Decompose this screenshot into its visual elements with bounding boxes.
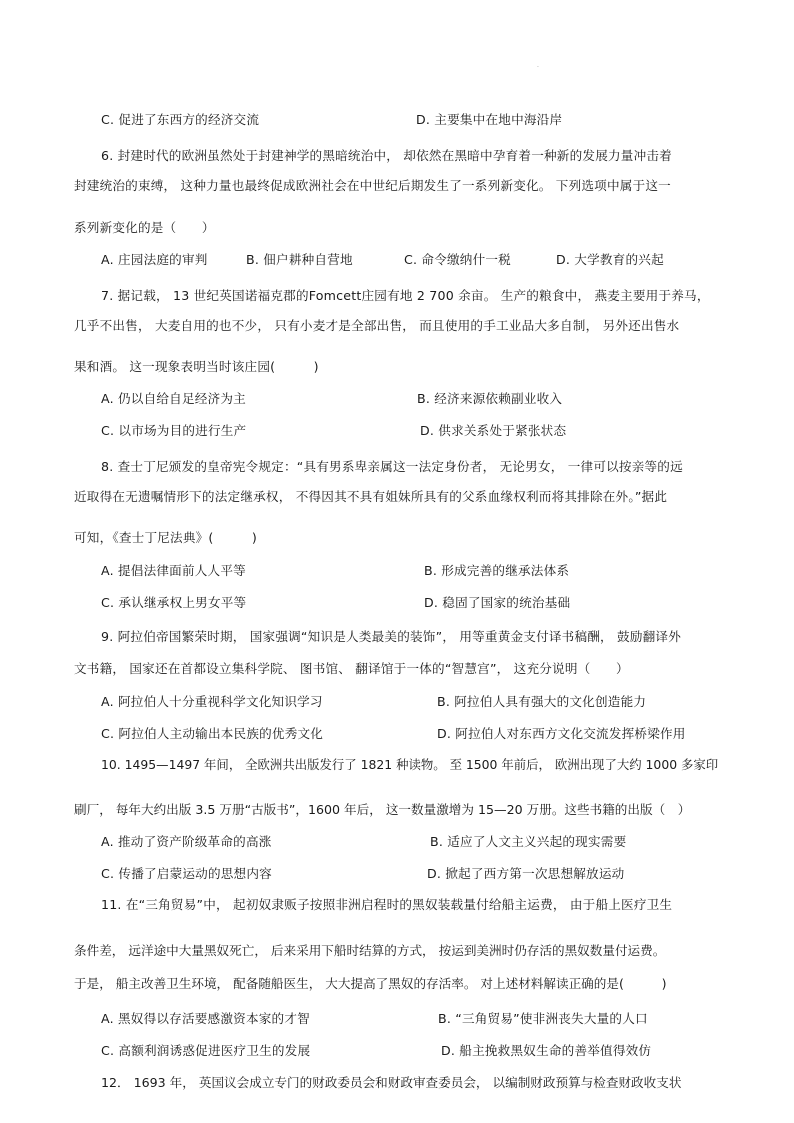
q6-option-c: C. 命令缴纳什一税 — [404, 252, 511, 267]
q11-option-a: A. 黑奴得以存活要感激资本家的才智 — [101, 1011, 310, 1026]
q9-stem-line2: 文书籍， 国家还在首都设立集科学院、 图书馆、 翻译馆于一体的“智慧宫”， 这充分说明（ ） — [74, 661, 629, 676]
q10-option-d: D. 掀起了西方第一次思想解放运动 — [427, 866, 625, 881]
q5-option-d: D. 主要集中在地中海沿岸 — [416, 112, 563, 127]
q6-stem-line1: 6. 封建时代的欧洲虽然处于封建神学的黑暗统治中， 却依然在黑暗中孕育着一种新的发展力量冲击着 — [101, 148, 672, 163]
q11-option-c: C. 高额利润诱惑促进医疗卫生的发展 — [101, 1043, 311, 1058]
q11-option-b: B. “三角贸易”使非洲丧失大量的人口 — [438, 1011, 648, 1026]
q8-option-c: C. 承认继承权上男女平等 — [101, 595, 247, 610]
q6-option-b: B. 佃户耕种自营地 — [246, 252, 353, 267]
q6-option-d: D. 大学教育的兴起 — [556, 252, 664, 267]
q6-option-a: A. 庄园法庭的审判 — [101, 252, 208, 267]
q8-stem-line1: 8. 查士丁尼颁发的皇帝宪令规定：“具有男系卑亲属这一法定身份者， 无论男女， 一律可以按亲等的远 — [101, 459, 683, 474]
q11-stem-line1: 11. 在“三角贸易”中， 起初奴隶贩子按照非洲启程时的黑奴装载量付给船主运费， 由于船上医疗卫生 — [101, 897, 673, 912]
q8-option-a: A. 提倡法律面前人人平等 — [101, 563, 246, 578]
header-dot: . — [537, 62, 539, 69]
q10-stem-line1: 10. 1495—1497 年间， 全欧洲共出版发行了 1821 种读物。 至 1500 年前后， 欧洲出现了大约 1000 多家印 — [101, 757, 719, 772]
q7-stem-line3: 果和酒。 这一现象表明当时该庄园( ) — [74, 359, 319, 374]
q10-option-c: C. 传播了启蒙运动的思想内容 — [101, 866, 272, 881]
q7-option-d: D. 供求关系处于紧张状态 — [420, 423, 567, 438]
q9-option-a: A. 阿拉伯人十分重视科学文化知识学习 — [101, 694, 323, 709]
q11-option-d: D. 船主挽救黑奴生命的善举值得效仿 — [441, 1043, 652, 1058]
q11-stem-line2: 条件差， 远洋途中大量黑奴死亡， 后来采用下船时结算的方式， 按运到美洲时仍存活的黑奴数量付运费。 — [74, 943, 666, 958]
q8-stem-line3: 可知，《查士丁尼法典》( ) — [74, 530, 258, 545]
q7-stem-line2: 几乎不出售， 大麦自用的也不少， 只有小麦才是全部出售， 而且使用的手工业品大多自制， 另外还出售水 — [74, 318, 680, 333]
q9-option-b: B. 阿拉伯人具有强大的文化创造能力 — [437, 694, 647, 709]
q7-option-b: B. 经济来源依赖副业收入 — [417, 391, 563, 406]
q7-option-a: A. 仍以自给自足经济为主 — [101, 391, 246, 406]
q10-option-a: A. 推动了资产阶级革命的高涨 — [101, 834, 272, 849]
q6-stem-line2: 封建统治的束缚， 这种力量也最终促成欧洲社会在中世纪后期发生了一系列新变化。 下列选项中属于这一 — [74, 178, 671, 193]
q11-stem-line3: 于是， 船主改善卫生环境， 配备随船医生， 大大提高了黑奴的存活率。 对上述材料解读正确的是( ) — [74, 976, 667, 991]
q9-option-d: D. 阿拉伯人对东西方文化交流发挥桥梁作用 — [437, 726, 686, 741]
q5-option-c: C. 促进了东西方的经济交流 — [101, 112, 260, 127]
q12-stem-line1: 12． 1693 年， 英国议会成立专门的财政委员会和财政审查委员会， 以编制财政预算与检查财政收支状 — [101, 1075, 682, 1090]
q10-stem-line2: 刷厂， 每年大约出版 3.5 万册“古版书”，1600 年后， 这一数量激增为 15—20 万册。这些书籍的出版（ ） — [74, 802, 691, 817]
q7-stem-line1: 7. 据记载， 13 世纪英国诺福克郡的Fomcett庄园有地 2 700 余亩。 生产的粮食中， 燕麦主要用于养马， — [101, 288, 710, 303]
q7-option-c: C. 以市场为目的进行生产 — [101, 423, 247, 438]
q8-option-d: D. 稳固了国家的统治基础 — [424, 595, 571, 610]
q10-option-b: B. 适应了人文主义兴起的现实需要 — [430, 834, 627, 849]
q6-stem-line3: 系列新变化的是（ ） — [74, 220, 215, 235]
q9-option-c: C. 阿拉伯人主动输出本民族的优秀文化 — [101, 726, 324, 741]
q8-option-b: B. 形成完善的继承法体系 — [424, 563, 570, 578]
q8-stem-line2: 近取得在无遗嘱情形下的法定继承权， 不得因其不具有姐妹所具有的父系血缘权利而将其排除在外。”据此 — [74, 489, 668, 504]
q9-stem-line1: 9. 阿拉伯帝国繁荣时期， 国家强调“知识是人类最美的装饰”， 用等重黄金支付译书稿酬， 鼓励翻译外 — [101, 629, 682, 644]
